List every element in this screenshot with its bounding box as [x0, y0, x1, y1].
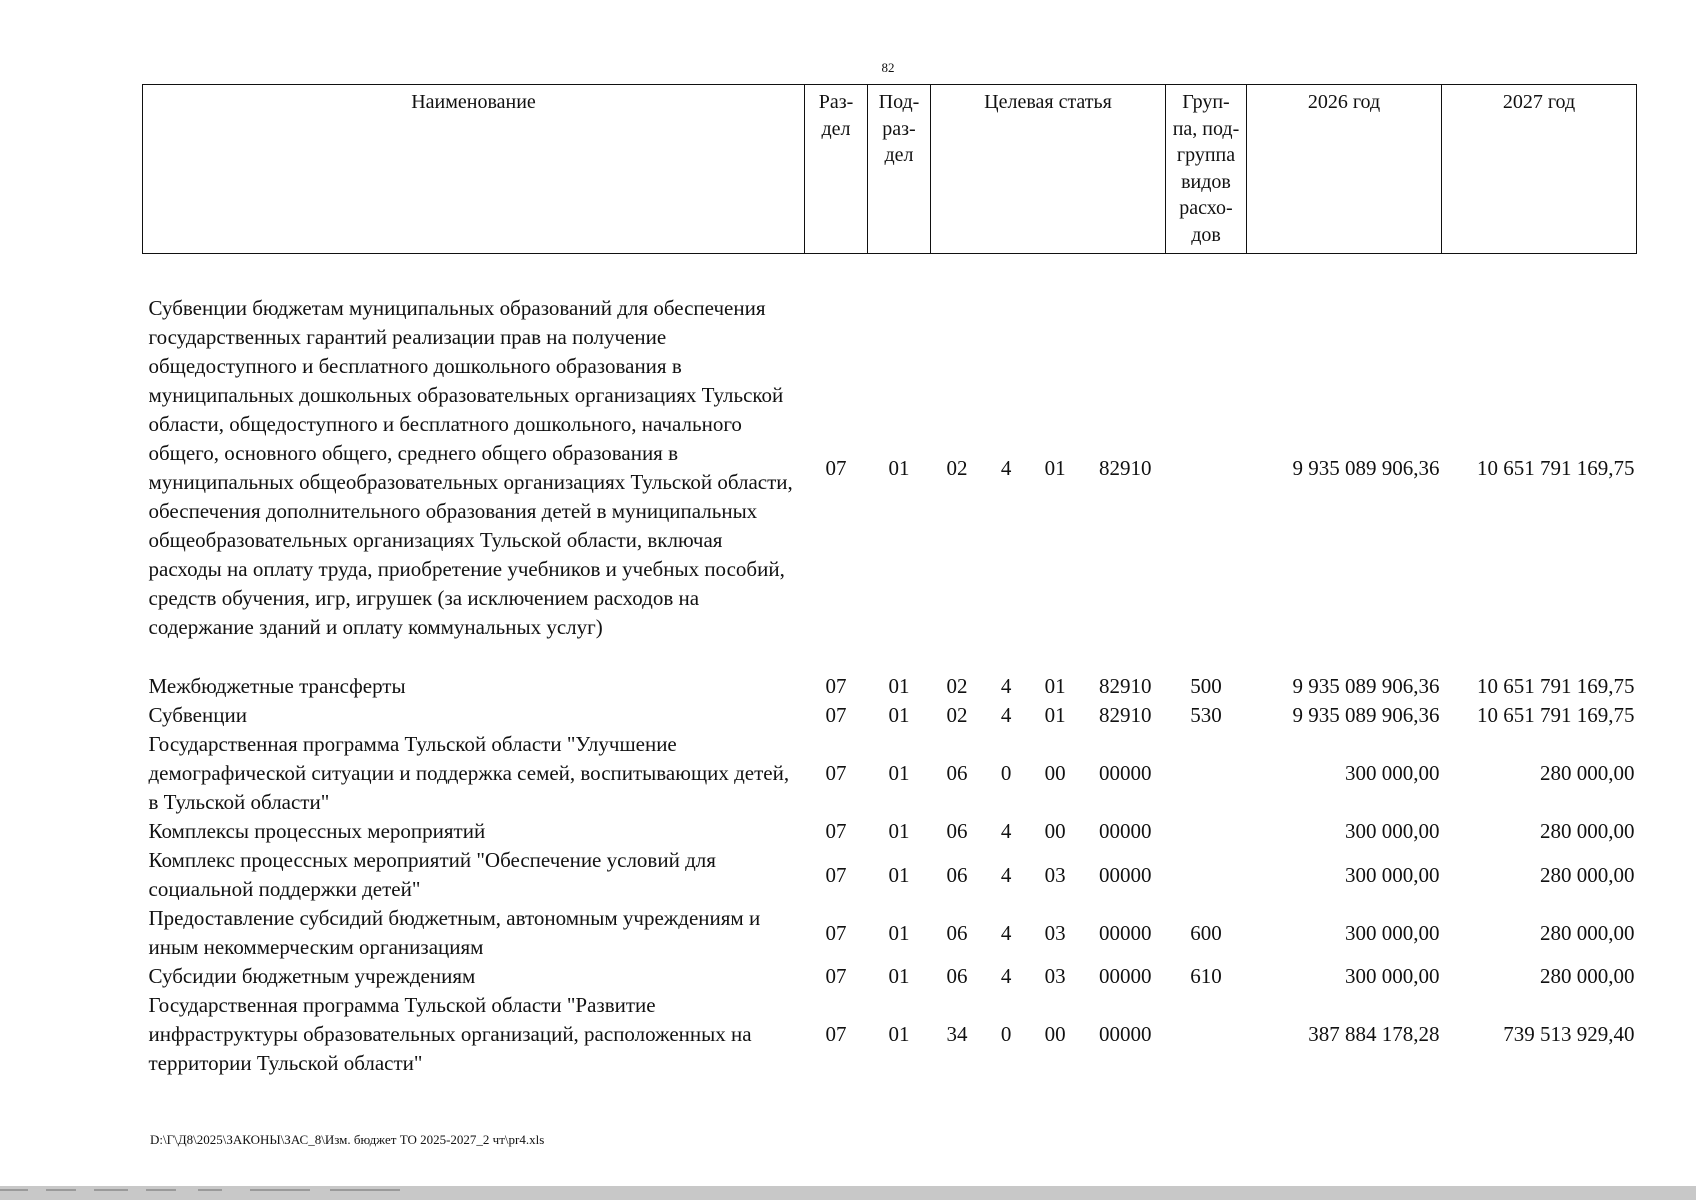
row-2026: 9 935 089 906,36 — [1292, 703, 1440, 727]
table-row — [143, 846, 1637, 904]
row-podrazdel: 01 — [888, 703, 910, 727]
row-2027: 739 513 929,40 — [1503, 1022, 1635, 1046]
row-group: 600 — [1190, 920, 1222, 945]
row-2027: 280 000,00 — [1540, 819, 1635, 843]
row-group — [1166, 294, 1247, 642]
row-2026: 300 000,00 — [1345, 819, 1440, 843]
row-group: 530 — [1190, 703, 1222, 727]
row-group — [1166, 817, 1247, 846]
row-name: Субвенции бюджетам муниципальных образований для обеспечения государственных гарантий реализации прав на получение общедоступного и бесплатного дошкольного образования в муниципальных дошкольных образовательных организациях Тульской области, общедоступного и бесплатного дошкольного, начального общего, основного общего, среднего общего образования в муниципальных общеобразовательных организациях Тульской области, обеспечения дополнительного образования детей в муниципальных общеобразовательных организациях Тульской области, включая расходы на оплату труда, приобретение учебников и учебных пособий, средств обучения, игр, игрушек (за исключением расходов на содержание зданий и оплату коммунальных услуг) — [148, 296, 793, 639]
budget-table — [142, 84, 1637, 1078]
row-target-article: 34 0 00 00000 — [946, 1022, 1152, 1046]
row-podrazdel: 01 — [888, 920, 910, 945]
table-row — [143, 904, 1637, 962]
row-2027: 280 000,00 — [1540, 920, 1635, 945]
row-target-article: 06 4 03 00000 — [946, 964, 1152, 988]
scan-dash — [0, 1189, 28, 1191]
row-name: Субвенции — [148, 703, 247, 727]
row-2026: 300 000,00 — [1345, 862, 1440, 887]
row-name: Комплексы процессных мероприятий — [148, 819, 486, 843]
row-podrazdel: 01 — [888, 1022, 910, 1046]
row-2027: 10 651 791 169,75 — [1477, 674, 1635, 698]
table-row — [143, 962, 1637, 991]
table-row — [143, 672, 1637, 701]
row-razdel: 07 — [825, 862, 847, 887]
scan-dash — [146, 1189, 176, 1191]
table-header — [143, 85, 1637, 254]
row-podrazdel: 01 — [888, 674, 910, 698]
page-number: 82 — [881, 60, 895, 75]
header-razdel: Раз- дел — [805, 85, 868, 254]
row-name: Субсидии бюджетным учреждениям — [148, 964, 476, 988]
table-row — [143, 294, 1637, 642]
row-podrazdel: 01 — [888, 819, 910, 843]
header-podrazdel: Под- раз- дел — [868, 85, 931, 254]
scan-dash — [46, 1189, 76, 1191]
row-razdel: 07 — [825, 455, 847, 480]
header-expense-group: Груп- па, под- группа видов расхо- дов — [1166, 85, 1247, 254]
row-group — [1166, 846, 1247, 904]
row-name: Государственная программа Тульской области "Развитие инфраструктуры образовательных организаций, расположенных на территории Тульской области" — [148, 993, 752, 1075]
row-2026: 300 000,00 — [1345, 920, 1440, 945]
row-name: Комплекс процессных мероприятий "Обеспечение условий для социальной поддержки детей" — [148, 848, 716, 901]
table-row — [143, 701, 1637, 730]
row-podrazdel: 01 — [888, 455, 910, 480]
row-name: Государственная программа Тульской области "Улучшение демографической ситуации и поддержка семей, воспитывающих детей, в Тульской области" — [148, 732, 790, 814]
file-path-footer: D:\Г\Д8\2025\ЗАКОНЫ\ЗАС_8\Изм. бюджет ТО 2025-2027_2 чт\pr4.xls — [150, 1132, 545, 1147]
row-razdel: 07 — [825, 1022, 847, 1046]
row-group — [1166, 730, 1247, 817]
row-razdel: 07 — [825, 964, 847, 988]
header-year-2026: 2026 год — [1247, 85, 1442, 254]
row-podrazdel: 01 — [888, 761, 910, 785]
row-razdel: 07 — [825, 674, 847, 698]
row-2026: 9 935 089 906,36 — [1292, 674, 1440, 698]
row-2027: 10 651 791 169,75 — [1477, 455, 1635, 480]
row-group: 610 — [1190, 964, 1222, 988]
row-2027: 280 000,00 — [1540, 964, 1635, 988]
header-name: Наименование — [143, 85, 805, 254]
scan-dash — [330, 1189, 400, 1191]
row-razdel: 07 — [825, 761, 847, 785]
row-razdel: 07 — [825, 920, 847, 945]
row-group — [1166, 991, 1247, 1078]
scan-dash — [94, 1189, 128, 1191]
header-year-2027: 2027 год — [1442, 85, 1637, 254]
row-2026: 300 000,00 — [1345, 964, 1440, 988]
row-target-article: 02 4 01 82910 — [946, 703, 1152, 727]
row-name: Предоставление субсидий бюджетным, автономным учреждениям и иным некоммерческим организациям — [148, 906, 761, 959]
row-target-article: 06 4 03 00000 — [946, 920, 1152, 945]
scan-dash — [198, 1189, 222, 1191]
row-2027: 280 000,00 — [1540, 761, 1635, 785]
row-2026: 300 000,00 — [1345, 761, 1440, 785]
row-2027: 280 000,00 — [1540, 862, 1635, 887]
table-body — [143, 254, 1637, 1079]
row-podrazdel: 01 — [888, 862, 910, 887]
row-2026: 9 935 089 906,36 — [1292, 455, 1440, 480]
table-row — [143, 991, 1637, 1078]
row-target-article: 06 4 03 00000 — [946, 862, 1152, 887]
row-name: Межбюджетные трансферты — [148, 674, 406, 698]
row-razdel: 07 — [825, 819, 847, 843]
row-target-article: 02 4 01 82910 — [946, 674, 1152, 698]
table-row — [143, 730, 1637, 817]
header-target-article: Целевая статья — [931, 85, 1166, 254]
table-row — [143, 817, 1637, 846]
row-podrazdel: 01 — [888, 964, 910, 988]
row-target-article: 06 0 00 00000 — [946, 761, 1152, 785]
row-2026: 387 884 178,28 — [1308, 1022, 1440, 1046]
row-target-article: 02 4 01 82910 — [946, 455, 1152, 480]
row-group: 500 — [1190, 674, 1222, 698]
row-target-article: 06 4 00 00000 — [946, 819, 1152, 843]
row-razdel: 07 — [825, 703, 847, 727]
row-2027: 10 651 791 169,75 — [1477, 703, 1635, 727]
scan-dash — [250, 1189, 310, 1191]
